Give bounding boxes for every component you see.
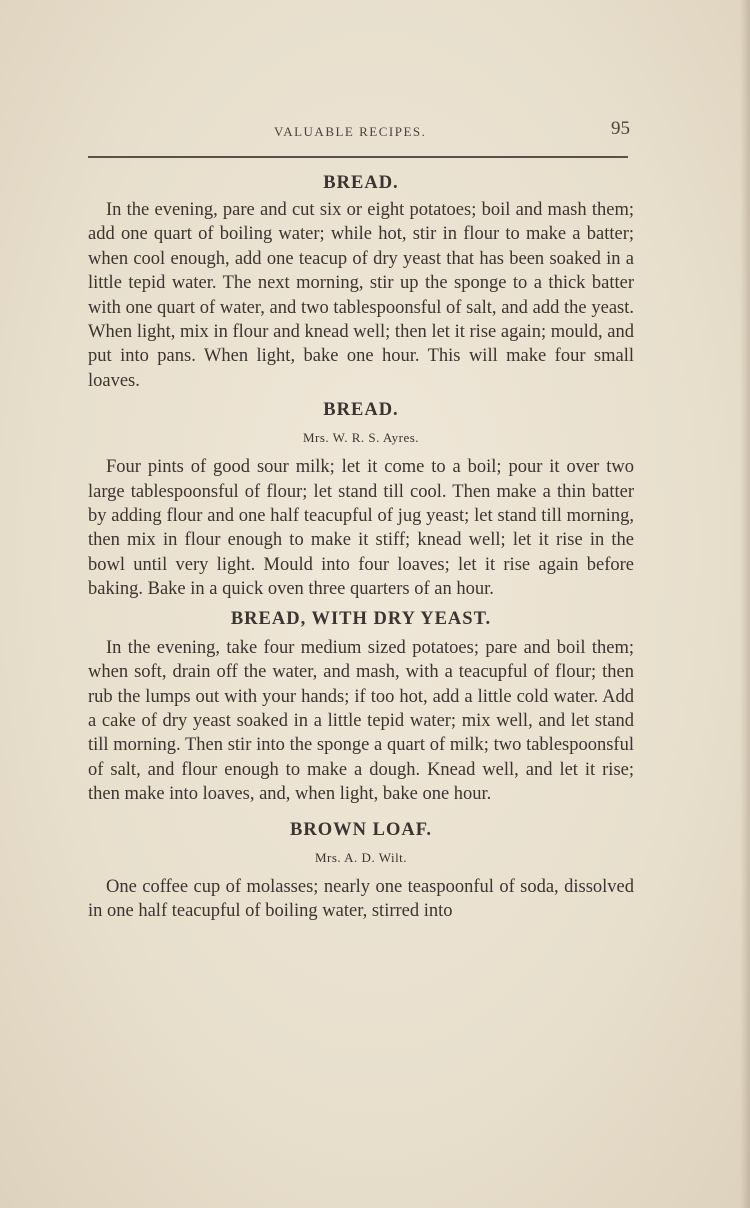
recipe-title-bread-dry-yeast: BREAD, WITH DRY YEAST.: [230, 608, 492, 629]
recipe-body-brown-loaf: One coffee cup of molasses; nearly one teaspoonful of soda, dissolved in one half teacupful of boiling water, stirred into: [88, 876, 634, 921]
recipe-body-bread-dry-yeast: In the evening, take four medium sized potatoes; pare and boil them; when soft, drain off the water, and mash, with a teacupful of flour; then rub the lumps out with your hands; if too hot, add a little cold water. Add a cake of dry yeast soaked in a little tepid water; mix well, and let stand till morning. Then stir into the sponge a quart of milk; two tablespoonsful of salt, and flour enough to make a dough. Knead well, and let it rise; then make into loaves, and, when light, bake one hour.: [88, 637, 634, 805]
page-header: [88, 118, 634, 146]
running-title: VALUABLE RECIPES.: [274, 124, 427, 139]
recipe-body-bread: In the evening, pare and cut six or eight potatoes; boil and mash them; add one quart of boiling water; while hot, stir in flour to make a batter; when cool enough, add one teacup of dry yeast that has been soaked in a little tepid water. The next morning, stir up the sponge to a thick batter with one quart of water, and two tablespoonsful of salt, and add the yeast. When light, mix in flour and knead well; then let it rise again; mould, and put into pans. When light, bake one hour. This will make four small loaves.: [88, 200, 634, 391]
recipe-title-bread: BREAD.: [323, 173, 399, 193]
recipe-author-wilt: Mrs. A. D. Wilt.: [314, 849, 408, 865]
recipe-author-ayres: Mrs. W. R. S. Ayres.: [302, 430, 420, 446]
recipe-title-bread-ayres: BREAD.: [323, 400, 399, 421]
recipe-body-bread-ayres: Four pints of good sour milk; let it come to a boil; pour it over two large tablespoonsful of flour; let stand till cool. Then make a thin batter by adding flour and one half teacupful of jug yeast; let stand till morning, then mix in flour enough to make it stiff; knead well; let it rise in the bowl until very light. Mould into four loaves; let it rise again before baking. Bake in a quick oven three quarters of an hour.: [88, 457, 634, 600]
page-number: 95: [611, 118, 630, 139]
header-rule: [88, 156, 628, 158]
recipe-title-brown-loaf: BROWN LOAF.: [290, 819, 432, 840]
page-content: [88, 168, 634, 923]
page-edge-shadow: [740, 0, 750, 1208]
